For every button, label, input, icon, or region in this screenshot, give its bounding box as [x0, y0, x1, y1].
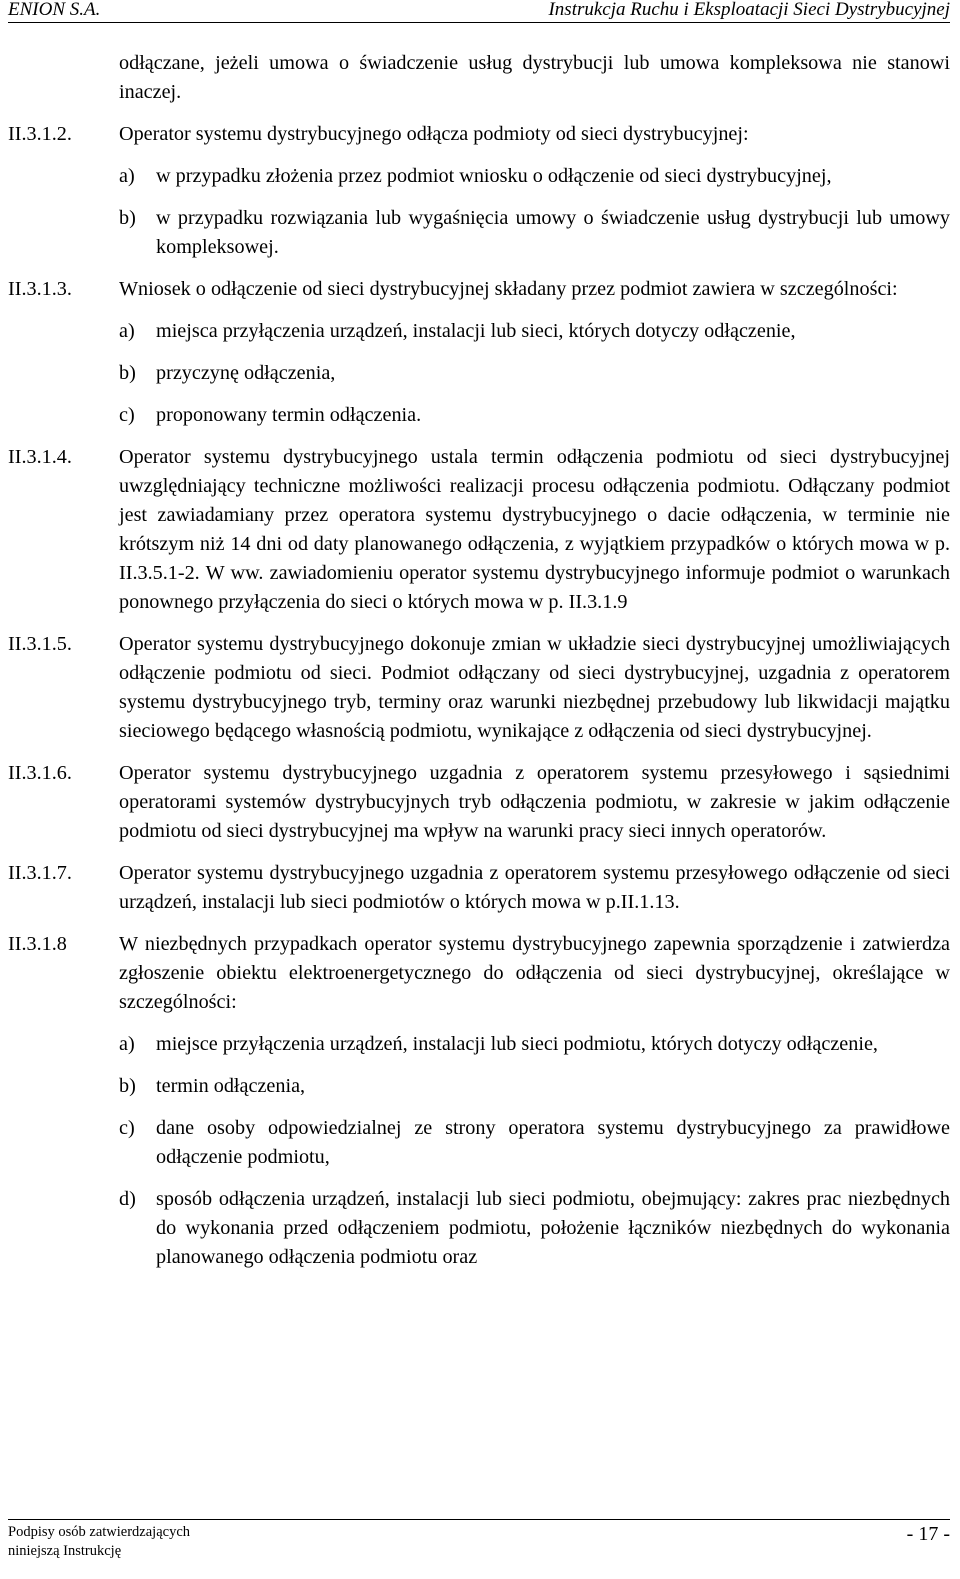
list-item-marker: a)	[119, 320, 135, 342]
intro-paragraph: odłączane, jeżeli umowa o świadczenie usług dystrybucji lub umowa kompleksowa nie stanowi inaczej.	[119, 52, 950, 103]
document-section	[8, 275, 950, 430]
section-paragraph: Wniosek o odłączenie od sieci dystrybucyjnej składany przez podmiot zawiera w szczególności:	[119, 278, 898, 300]
section-number: II.3.1.3.	[8, 278, 72, 300]
list-item-text: miejsca przyłączenia urządzeń, instalacji lub sieci, których dotyczy odłączenie,	[156, 320, 796, 342]
list-item-marker: b)	[119, 362, 136, 384]
document-section	[8, 859, 950, 917]
list-item	[119, 162, 950, 191]
section-body	[119, 630, 950, 746]
section-number: II.3.1.2.	[8, 123, 72, 145]
section-paragraph: Operator systemu dystrybucyjnego dokonuje zmian w układzie sieci dystrybucyjnej umożliwiających odłączenie podmiotu od sieci. Podmiot odłączany od sieci dystrybucyjnej, uzgadnia z operatorem systemu dystrybucyjnego tryb, terminy oraz warunki niezbędnej przebudowy lub likwidacji majątku sieciowego będącego własnością podmiotu, wynikające z odłączenia od sieci dystrybucyjnej.	[119, 633, 950, 742]
list-item	[119, 1072, 950, 1101]
footer-signature-note: Podpisy osób zatwierdzających niniejszą Instrukcję	[8, 1524, 191, 1559]
section-list	[119, 1030, 950, 1272]
list-item-marker: d)	[119, 1188, 136, 1210]
section-number: II.3.1.5.	[8, 633, 72, 655]
list-item	[119, 1030, 950, 1059]
section-number: II.3.1.6.	[8, 762, 72, 784]
list-item-marker: c)	[119, 404, 135, 426]
section-number: II.3.1.7.	[8, 862, 72, 884]
document-section	[8, 630, 950, 746]
list-item-text: w przypadku złożenia przez podmiot wniosku o odłączenie od sieci dystrybucyjnej,	[156, 165, 832, 187]
list-item-marker: c)	[119, 1117, 135, 1139]
list-item-text: sposób odłączenia urządzeń, instalacji lub sieci podmiotu, obejmujący: zakres prac niezbędnych do wykonania przed odłączeniem podmiotu, położenie łączników niezbędnych do wykonania planowanego odłączenia podmiotu oraz	[156, 1188, 950, 1268]
page-number: - 17 -	[906, 1523, 950, 1545]
list-item-marker: a)	[119, 1033, 135, 1055]
section-body	[119, 759, 950, 846]
list-item	[119, 317, 950, 346]
list-item	[119, 204, 950, 262]
list-item	[119, 359, 950, 388]
section-body	[119, 120, 950, 262]
section-body	[119, 930, 950, 1272]
document-section	[8, 759, 950, 846]
document-section	[8, 443, 950, 617]
section-body	[119, 859, 950, 917]
header-document-title: Instrukcja Ruchu i Eksploatacji Sieci Dystrybucyjnej	[548, 0, 950, 20]
section-list	[119, 317, 950, 430]
section-number: II.3.1.4.	[8, 446, 72, 468]
section-body	[119, 443, 950, 617]
list-item-text: miejsce przyłączenia urządzeń, instalacji lub sieci podmiotu, których dotyczy odłączenie,	[156, 1033, 878, 1055]
section-body	[119, 275, 950, 430]
list-item-text: proponowany termin odłączenia.	[156, 404, 422, 426]
list-item-text: dane osoby odpowiedzialnej ze strony operatora systemu dystrybucyjnego za prawidłowe odłączenie podmiotu,	[156, 1117, 950, 1168]
list-item	[119, 1114, 950, 1172]
list-item	[119, 1185, 950, 1272]
list-item-marker: b)	[119, 207, 136, 229]
section-paragraph: W niezbędnych przypadkach operator systemu dystrybucyjnego zapewnia sporządzenie i zatwierdza zgłoszenie obiektu elektroenergetycznego do odłączenia od sieci dystrybucyjnej, określające w szczególności:	[119, 933, 950, 1013]
list-item-text: termin odłączenia,	[156, 1075, 306, 1097]
document-section	[8, 930, 950, 1272]
document-section	[8, 120, 950, 262]
list-item-text: w przypadku rozwiązania lub wygaśnięcia umowy o świadczenie usług dystrybucji lub umowy kompleksowej.	[156, 207, 950, 258]
list-item-text: przyczynę odłączenia,	[156, 362, 336, 384]
page-header	[8, 0, 950, 23]
section-list	[119, 162, 950, 262]
sections-container	[8, 120, 950, 1272]
section-paragraph: Operator systemu dystrybucyjnego odłącza podmioty od sieci dystrybucyjnej:	[119, 123, 749, 145]
section-paragraph: Operator systemu dystrybucyjnego uzgadnia z operatorem systemu przesyłowego odłączenie od sieci urządzeń, instalacji lub sieci podmiotów o których mowa w p.II.1.13.	[119, 862, 950, 913]
list-item-marker: a)	[119, 165, 135, 187]
header-company-name: ENION S.A.	[8, 0, 101, 20]
intro-section	[8, 49, 950, 107]
list-item-marker: b)	[119, 1075, 136, 1097]
list-item	[119, 401, 950, 430]
page-footer	[8, 1519, 950, 1559]
section-number: II.3.1.8	[8, 933, 67, 955]
section-paragraph: Operator systemu dystrybucyjnego uzgadnia z operatorem systemu przesyłowego i sąsiednimi operatorami systemów dystrybucyjnych tryb odłączenia podmiotu, w zakresie w jakim odłączenie podmiotu od sieci dystrybucyjnej ma wpływ na warunki pracy sieci innych operatorów.	[119, 762, 950, 842]
section-paragraph: Operator systemu dystrybucyjnego ustala termin odłączenia podmiotu od sieci dystrybucyjnej uwzględniający techniczne możliwości realizacji procesu odłączenia podmiotu. Odłączany podmiot jest zawiadamiany przez operatora systemu dystrybucyjnego o dacie odłączenia, w terminie nie krótszym niż 14 dni od daty planowanego odłączenia, z wyjątkiem przypadków o których mowa w p. II.3.5.1-2. W ww. zawiadomieniu operator systemu dystrybucyjnego informuje podmiot o warunkach ponownego przyłączenia do sieci o których mowa w p. II.3.1.9	[119, 446, 950, 613]
document-content	[8, 49, 950, 1285]
